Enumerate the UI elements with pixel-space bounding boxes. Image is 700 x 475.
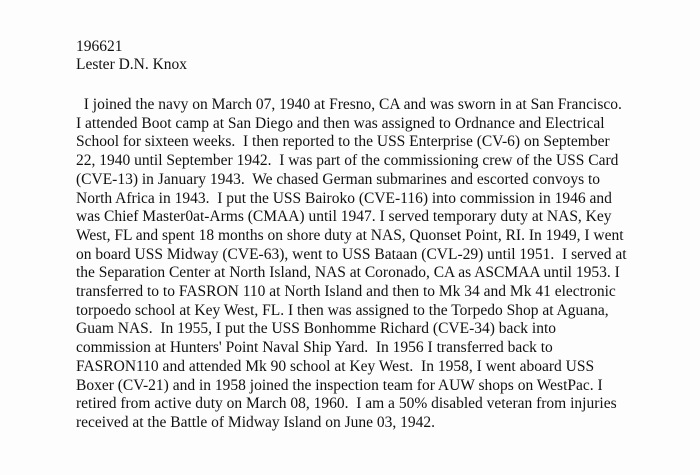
paragraph-line: was Chief Master0at-Arms (CMAA) until 1947. I served temporary duty at NAS, Key <box>76 208 612 226</box>
paragraph-line: I joined the navy on March 07, 1940 at Fresno, CA and was sworn in at San Francisco. <box>76 96 622 113</box>
paragraph-line: West, FL and spent 18 months on shore duty at NAS, Quonset Point, RI. In 1949, I went <box>76 226 624 244</box>
paragraph-line: Guam NAS. In 1955, I put the USS Bonhomme Richard (CVE-34) back into <box>76 320 557 338</box>
document-header <box>76 38 187 74</box>
paragraph-line: torpoedo school at Key West, FL. I then was assigned to the Torpedo Shop at Aguana, <box>76 301 609 319</box>
paragraph-line: commission at Hunters' Point Naval Ship Yard. In 1956 I transferred back to <box>76 339 553 357</box>
paragraph-line: School for sixteen weeks. I then reported to the USS Enterprise (CV-6) on September <box>76 133 610 151</box>
paragraph-line: received at the Battle of Midway Island on June 03, 1942. <box>76 413 435 431</box>
paragraph-line: North Africa in 1943. I put the USS Bairoko (CVE-116) into commission in 1946 and <box>76 189 612 207</box>
paragraph-line: retired from active duty on March 08, 1960. I am a 50% disabled veteran from injuries <box>76 395 617 413</box>
paragraph-line: I attended Boot camp at San Diego and then was assigned to Ordnance and Electrical <box>76 114 605 132</box>
paragraph-line: on board USS Midway (CVE-63), went to USS Bataan (CVL-29) until 1951. I served at <box>76 245 627 263</box>
paragraph-line: 22, 1940 until September 1942. I was part of the commissioning crew of the USS Card <box>76 152 619 170</box>
paragraph-line: transferred to to FASRON 110 at North Island and then to Mk 34 and Mk 41 electronic <box>76 283 616 301</box>
paragraph-line: (CVE-13) in January 1943. We chased German submarines and escorted convoys to <box>76 170 601 188</box>
paragraph-line: the Separation Center at North Island, NAS at Coronado, CA as ASCMAA until 1953. I <box>76 264 620 282</box>
person-name: Lester D.N. Knox <box>76 56 188 73</box>
service-number: 196621 <box>76 38 123 55</box>
biography-paragraph <box>76 96 696 433</box>
paragraph-line: FASRON110 and attended Mk 90 school at Key West. In 1958, I went aboard USS <box>76 357 595 375</box>
paragraph-line: Boxer (CV-21) and in 1958 joined the inspection team for AUW shops on WestPac. I <box>76 376 603 394</box>
